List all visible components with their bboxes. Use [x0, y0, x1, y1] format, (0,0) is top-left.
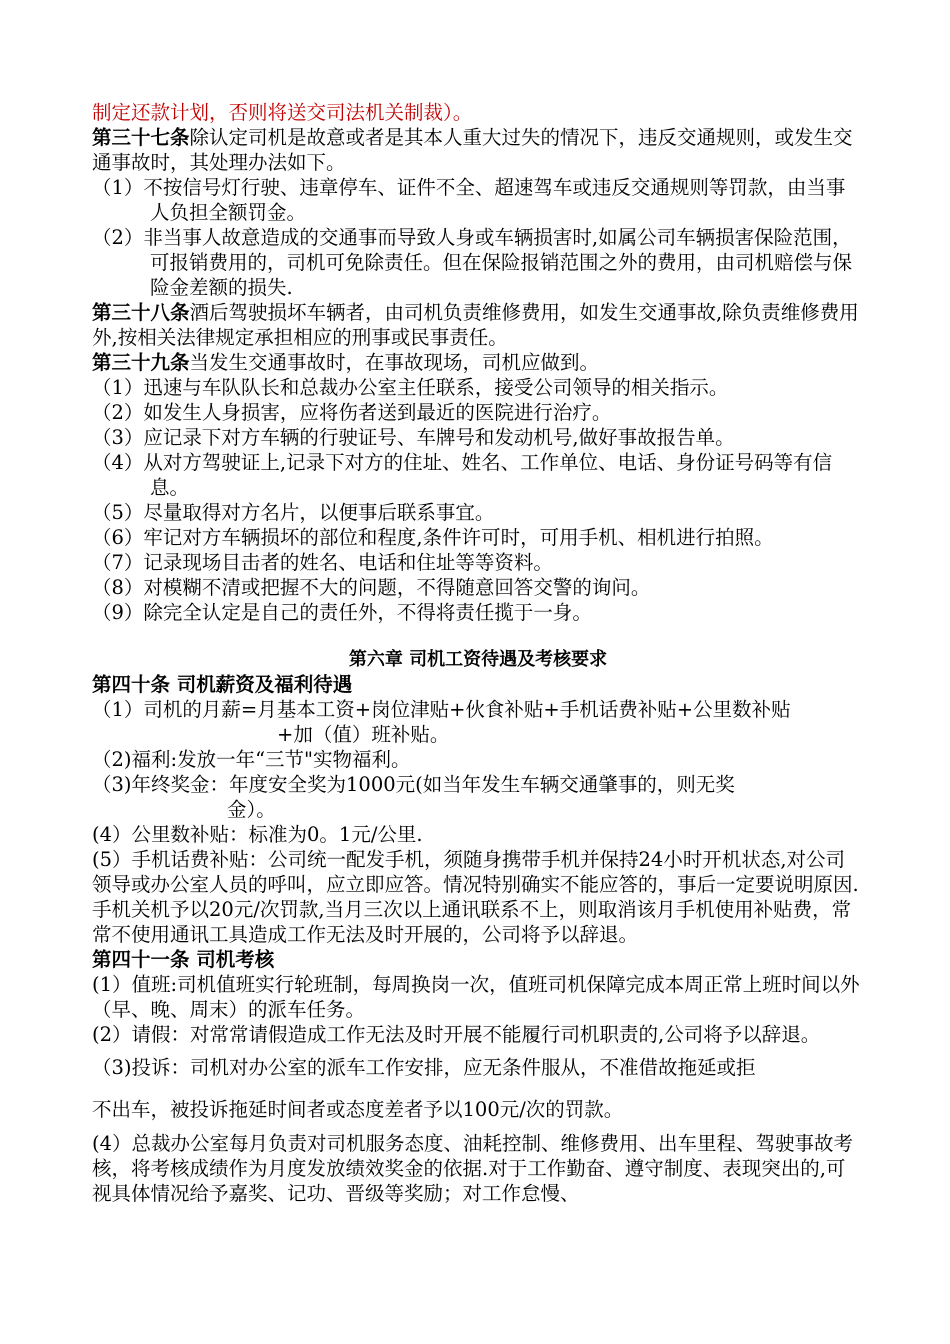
article-39-item-7: （7）记录现场目击者的姓名、电话和住址等等资料。 — [92, 551, 553, 574]
article-38 — [92, 300, 864, 350]
article-39-item-4: （4）从对方驾驶证上,记录下对方的住址、姓名、工作单位、电话、身份证号码等有信息。 — [92, 451, 833, 499]
article-39-item-3: （3）应记录下对方车辆的行驶证号、车牌号和发动机号,做好事故报告单。 — [92, 426, 735, 449]
article-38-heading: 第三十八条 — [92, 301, 190, 324]
article-39 — [92, 350, 864, 375]
article-39-item-8: （8）对模糊不清或把握不大的问题，不得随意回答交警的询问。 — [92, 576, 651, 599]
article-40-item-1-cont: +加（值）班补贴。 — [277, 723, 450, 746]
article-38-body: 酒后驾驶损坏车辆者，由司机负责维修费用，如发生交通事故,除负责维修费用外,按相关法律规定承担相应的刑事或民事责任。 — [92, 301, 859, 349]
paragraph-repayment: 制定还款计划，否则将送交司法机关制裁）。 — [92, 101, 473, 124]
article-41-item-3-cont: 不出车，被投诉拖延时间者或态度差者予以100元/次的罚款。 — [92, 1098, 624, 1121]
article-41-item-3: （3)投诉：司机对办公室的派车工作安排，应无条件服从，不准借故拖延或拒 — [92, 1056, 756, 1079]
article-41-item-4: (4）总裁办公室每月负责对司机服务态度、油耗控制、维修费用、出车里程、驾驶事故考核，将考核成绩作为月度发放绩效奖金的依据.对于工作勤奋、遵守制度、表现突出的,可视具体情况给予嘉奖、记功、晋级等奖励；对工作怠慢、 — [92, 1132, 854, 1205]
article-39-item-9: （9）除完全认定是自己的责任外，不得将责任揽于一身。 — [92, 601, 592, 624]
article-41-heading: 第四十一条 司机考核 — [92, 948, 275, 971]
article-40-item-5: (5）手机话费补贴：公司统一配发手机，须随身携带手机并保持24小时开机状态,对公司领导或办公室人员的呼叫，应立即应答。情况特别确实不能应答的，事后一定要说明原因.手机关机予以20元/次罚款,当月三次以上通讯联系不上，则取消该月手机使用补贴费，常常不使用通讯工具造成工作无法及时开展的，公司将予以辞退。 — [92, 848, 859, 946]
article-40-item-3-cont: 金）。 — [227, 798, 276, 821]
article-41-item-1: (1）值班:司机值班实行轮班制，每周换岗一次，值班司机保障完成本周正常上班时间以外（早、晚、周末）的派车任务。 — [92, 973, 860, 1021]
article-41-item-2: (2）请假：对常常请假造成工作无法及时开展不能履行司机职责的,公司将予以辞退。 — [92, 1023, 821, 1046]
article-37-item-1: （1）不按信号灯行驶、违章停车、证件不全、超速驾车或违反交通规则等罚款，由当事人负担全额罚金。 — [92, 176, 846, 224]
article-39-item-1: （1）迅速与车队队长和总裁办公室主任联系，接受公司领导的相关指示。 — [92, 376, 729, 399]
article-37-body: 除认定司机是故意或者是其本人重大过失的情况下，违反交通规则，或发生交通事故时，其处理办法如下。 — [92, 126, 853, 174]
article-37-heading: 第三十七条 — [92, 126, 190, 149]
article-40-heading: 第四十条 司机薪资及福利待遇 — [92, 673, 353, 696]
article-39-body: 当发生交通事故时，在事故现场，司机应做到。 — [189, 351, 600, 374]
article-40-item-2: （2)福利:发放一年“三节"实物福利。 — [92, 748, 411, 771]
article-39-item-6: （6）牢记对方车辆损坏的部位和程度,条件许可时，可用手机、相机进行拍照。 — [92, 526, 774, 549]
article-40-item-3: （3)年终奖金：年度安全奖为1000元(如当年发生车辆交通肇事的，则无奖 — [92, 773, 735, 796]
article-40-item-1: （1）司机的月薪=月基本工资+岗位津贴+伙食补贴+手机话费补贴+公里数补贴 — [92, 698, 791, 721]
spacer — [92, 625, 864, 647]
article-37-item-2: （2）非当事人故意造成的交通事而导致人身或车辆损害时,如属公司车辆损害保险范围，可报销费用的，司机可免除责任。但在保险报销范围之外的费用，由司机赔偿与保险金差额的损失. — [92, 226, 853, 299]
article-39-heading: 第三十九条 — [92, 351, 190, 374]
article-39-item-5: （5）尽量取得对方名片，以便事后联系事宜。 — [92, 501, 495, 524]
article-37 — [92, 125, 864, 175]
article-40-item-4: (4）公里数补贴：标准为0。1元/公里. — [92, 823, 423, 846]
article-39-item-2: （2）如发生人身损害，应将伤者送到最近的医院进行治疗。 — [92, 401, 612, 424]
chapter-6-heading: 第六章 司机工资待遇及考核要求 — [348, 649, 608, 670]
document-body — [92, 100, 864, 1206]
